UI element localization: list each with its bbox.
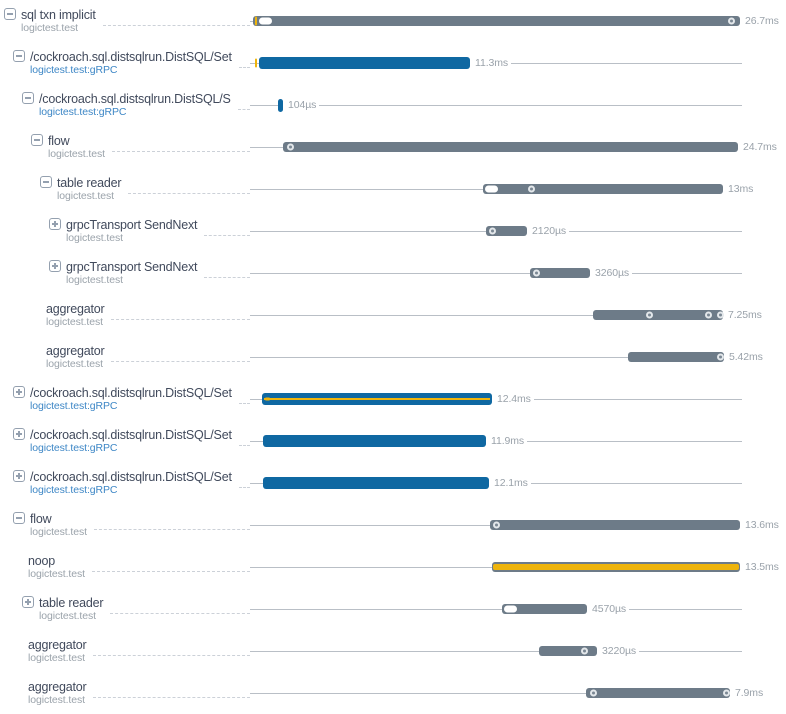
- span-row: [0, 294, 786, 336]
- span-texts: [48, 126, 105, 168]
- span-subtitle: logictest.test:gRPC: [30, 63, 118, 76]
- dashed-leader-line: [110, 613, 250, 614]
- span-row: [0, 84, 786, 126]
- timeline-lead-line: [250, 147, 283, 148]
- span-timeline: [250, 168, 786, 210]
- expand-icon[interactable]: [22, 596, 34, 608]
- event-marker-pill: [504, 606, 517, 613]
- duration-label: 26.7ms: [745, 15, 779, 27]
- span-bar[interactable]: [483, 184, 723, 194]
- duration-label: 7.9ms: [735, 687, 764, 699]
- span-texts: [30, 42, 232, 84]
- span-timeline: [250, 504, 786, 546]
- timeline-lead-line: [250, 315, 593, 316]
- dashed-leader-line: [128, 193, 250, 194]
- event-marker-dot: [533, 270, 540, 277]
- span-title: /cockroach.sql.distsqlrun.DistSQL/S: [39, 91, 231, 106]
- span-label-zone: [0, 336, 250, 378]
- dashed-leader-line: [111, 361, 250, 362]
- span-timeline: [250, 630, 786, 672]
- span-bar[interactable]: [259, 57, 470, 69]
- collapse-icon[interactable]: [4, 8, 16, 20]
- timeline-trail-line: [531, 483, 742, 484]
- span-label-zone: [0, 588, 250, 630]
- collapse-icon[interactable]: [13, 512, 25, 524]
- span-subtitle: logictest.test: [28, 693, 85, 706]
- timeline-trail-line: [511, 63, 742, 64]
- event-marker-sq: [265, 398, 270, 401]
- span-texts: [39, 84, 231, 126]
- timeline-lead-line: [250, 273, 530, 274]
- span-label-zone: [0, 210, 250, 252]
- span-row: [0, 42, 786, 84]
- span-subtitle: logictest.test: [46, 357, 103, 370]
- expand-icon[interactable]: [49, 260, 61, 272]
- span-timeline: [250, 420, 786, 462]
- span-title: flow: [30, 511, 52, 526]
- span-row: [0, 462, 786, 504]
- timeline-trail-line: [534, 399, 742, 400]
- event-marker-dot: [590, 690, 597, 697]
- span-row: [0, 210, 786, 252]
- span-row: [0, 630, 786, 672]
- span-texts: [28, 672, 86, 714]
- span-row: [0, 252, 786, 294]
- span-bar[interactable]: [278, 99, 283, 112]
- span-timeline: [250, 252, 786, 294]
- span-subtitle: logictest.test:gRPC: [30, 441, 118, 454]
- span-row: [0, 672, 786, 714]
- span-subtitle: logictest.test: [48, 147, 105, 160]
- event-marker-dot: [723, 690, 730, 697]
- span-bar[interactable]: [586, 688, 730, 698]
- expand-icon[interactable]: [49, 218, 61, 230]
- span-subtitle: logictest.test: [30, 525, 87, 538]
- event-marker-dot: [717, 354, 724, 361]
- dashed-leader-line: [103, 25, 250, 26]
- span-label-zone: [0, 630, 250, 672]
- dashed-leader-line: [111, 319, 250, 320]
- dashed-leader-line: [239, 487, 250, 488]
- span-row: [0, 336, 786, 378]
- dashed-leader-line: [238, 109, 250, 110]
- span-bar[interactable]: [263, 477, 489, 489]
- dashed-leader-line: [93, 697, 250, 698]
- span-timeline: [250, 0, 786, 42]
- span-subtitle: logictest.test:gRPC: [30, 399, 118, 412]
- span-title: grpcTransport SendNext: [66, 259, 198, 274]
- span-texts: [39, 588, 103, 630]
- span-label-zone: [0, 672, 250, 714]
- duration-label: 24.7ms: [743, 141, 777, 153]
- event-marker-dot: [493, 522, 500, 529]
- span-title: sql txn implicit: [21, 7, 96, 22]
- span-bar[interactable]: [283, 142, 738, 152]
- span-bar[interactable]: [486, 226, 527, 236]
- event-marker-pill: [485, 186, 498, 193]
- span-label-zone: [0, 0, 250, 42]
- timeline-lead-line: [250, 357, 628, 358]
- timeline-trail-line: [527, 441, 742, 442]
- dashed-leader-line: [204, 277, 250, 278]
- duration-label: 11.3ms: [475, 57, 509, 69]
- dashed-leader-line: [239, 445, 250, 446]
- span-texts: [57, 168, 121, 210]
- duration-label: 7.25ms: [728, 309, 762, 321]
- timeline-lead-line: [250, 525, 490, 526]
- span-title: table reader: [39, 595, 104, 610]
- duration-label: 13ms: [728, 183, 754, 195]
- event-marker-tick: [255, 17, 257, 26]
- span-texts: [66, 252, 197, 294]
- timeline-lead-line: [250, 567, 492, 568]
- span-title: grpcTransport SendNext: [66, 217, 198, 232]
- collapse-icon[interactable]: [13, 50, 25, 62]
- span-subtitle: logictest.test: [39, 609, 96, 622]
- timeline-lead-line: [250, 609, 502, 610]
- span-label-zone: [0, 420, 250, 462]
- span-timeline: [250, 126, 786, 168]
- span-title: aggregator: [28, 637, 87, 652]
- span-label-zone: [0, 504, 250, 546]
- timeline-lead-line: [250, 105, 278, 106]
- span-label-zone: [0, 378, 250, 420]
- span-title: /cockroach.sql.distsqlrun.DistSQL/Set: [30, 385, 232, 400]
- timeline-lead-line: [250, 399, 262, 400]
- duration-label: 11.9ms: [491, 435, 525, 447]
- span-timeline: [250, 336, 786, 378]
- span-label-zone: [0, 42, 250, 84]
- dashed-leader-line: [112, 151, 250, 152]
- span-bar[interactable]: [502, 604, 587, 614]
- span-bar[interactable]: [263, 435, 486, 447]
- span-bar[interactable]: [530, 268, 590, 278]
- span-timeline: [250, 42, 786, 84]
- span-bar[interactable]: [593, 310, 723, 320]
- duration-label: 3220µs: [602, 645, 637, 657]
- span-label-zone: [0, 546, 250, 588]
- event-marker-dot: [717, 312, 724, 319]
- span-row: [0, 378, 786, 420]
- duration-label: 104µs: [288, 99, 317, 111]
- span-row: [0, 126, 786, 168]
- span-label-zone: [0, 84, 250, 126]
- timeline-lead-line: [250, 441, 263, 442]
- span-row: [0, 168, 786, 210]
- event-marker-dot: [489, 228, 496, 235]
- duration-label: 12.1ms: [494, 477, 528, 489]
- dashed-leader-line: [92, 571, 250, 572]
- event-marker-dot: [728, 18, 735, 25]
- span-subtitle: logictest.test: [21, 21, 78, 34]
- event-marker-dot: [646, 312, 653, 319]
- event-marker-tick: [255, 59, 257, 68]
- duration-label: 5.42ms: [729, 351, 763, 363]
- span-timeline: [250, 84, 786, 126]
- span-texts: [28, 630, 86, 672]
- span-timeline: [250, 210, 786, 252]
- span-texts: [28, 546, 85, 588]
- dashed-leader-line: [239, 403, 250, 404]
- span-title: aggregator: [28, 679, 87, 694]
- expand-icon[interactable]: [13, 386, 25, 398]
- span-title: flow: [48, 133, 70, 148]
- span-subtitle: logictest.test:gRPC: [39, 105, 127, 118]
- span-subtitle: logictest.test: [57, 189, 114, 202]
- span-subtitle: logictest.test: [46, 315, 103, 328]
- timeline-trail-line: [629, 609, 742, 610]
- event-marker-pill: [259, 18, 272, 25]
- timeline-lead-line: [250, 231, 486, 232]
- duration-label: 4570µs: [592, 603, 627, 615]
- span-timeline: [250, 546, 786, 588]
- child-span-stripe: [493, 564, 739, 570]
- duration-label: 12.4ms: [497, 393, 531, 405]
- duration-label: 13.6ms: [745, 519, 779, 531]
- dashed-leader-line: [93, 655, 250, 656]
- span-texts: [46, 336, 104, 378]
- duration-label: 13.5ms: [745, 561, 779, 573]
- span-bar[interactable]: [490, 520, 740, 530]
- span-title: table reader: [57, 175, 122, 190]
- span-texts: [30, 420, 232, 462]
- span-bar[interactable]: [628, 352, 724, 362]
- span-label-zone: [0, 126, 250, 168]
- span-title: aggregator: [46, 301, 105, 316]
- span-texts: [30, 462, 232, 504]
- timeline-trail-line: [569, 231, 742, 232]
- span-timeline: [250, 588, 786, 630]
- span-label-zone: [0, 168, 250, 210]
- collapse-icon[interactable]: [22, 92, 34, 104]
- timeline-trail-line: [632, 273, 742, 274]
- timeline-trail-line: [639, 651, 742, 652]
- child-span-stripe: [264, 398, 490, 400]
- collapse-icon[interactable]: [40, 176, 52, 188]
- span-subtitle: logictest.test:gRPC: [30, 483, 118, 496]
- span-title: /cockroach.sql.distsqlrun.DistSQL/Set: [30, 427, 232, 442]
- span-timeline: [250, 378, 786, 420]
- event-marker-dot: [581, 648, 588, 655]
- span-row: [0, 588, 786, 630]
- span-title: aggregator: [46, 343, 105, 358]
- span-row: [0, 0, 786, 42]
- collapse-icon[interactable]: [31, 134, 43, 146]
- span-subtitle: logictest.test: [28, 651, 85, 664]
- span-label-zone: [0, 462, 250, 504]
- span-row: [0, 504, 786, 546]
- span-row: [0, 420, 786, 462]
- dashed-leader-line: [94, 529, 250, 530]
- span-subtitle: logictest.test: [28, 567, 85, 580]
- span-title: /cockroach.sql.distsqlrun.DistSQL/Set: [30, 469, 232, 484]
- span-texts: [46, 294, 104, 336]
- span-bar[interactable]: [492, 562, 740, 572]
- expand-icon[interactable]: [13, 470, 25, 482]
- span-timeline: [250, 294, 786, 336]
- span-texts: [30, 378, 232, 420]
- span-subtitle: logictest.test: [66, 273, 123, 286]
- duration-label: 2120µs: [532, 225, 567, 237]
- timeline-lead-line: [250, 651, 539, 652]
- span-subtitle: logictest.test: [66, 231, 123, 244]
- span-row: [0, 546, 786, 588]
- dashed-leader-line: [239, 67, 250, 68]
- span-bar[interactable]: [539, 646, 597, 656]
- span-bar[interactable]: [253, 16, 740, 26]
- timeline-lead-line: [250, 189, 483, 190]
- span-texts: [66, 210, 197, 252]
- event-marker-dot: [287, 144, 294, 151]
- span-timeline: [250, 462, 786, 504]
- timeline-lead-line: [250, 483, 263, 484]
- span-bar[interactable]: [262, 393, 492, 405]
- expand-icon[interactable]: [13, 428, 25, 440]
- span-texts: [30, 504, 87, 546]
- span-label-zone: [0, 294, 250, 336]
- span-timeline: [250, 672, 786, 714]
- span-texts: [21, 0, 96, 42]
- dashed-leader-line: [204, 235, 250, 236]
- span-title: /cockroach.sql.distsqlrun.DistSQL/Set: [30, 49, 232, 64]
- event-marker-dot: [705, 312, 712, 319]
- duration-label: 3260µs: [595, 267, 630, 279]
- span-label-zone: [0, 252, 250, 294]
- timeline-lead-line: [250, 693, 586, 694]
- timeline-trail-line: [319, 105, 742, 106]
- span-title: noop: [28, 553, 56, 568]
- event-marker-dot: [528, 186, 535, 193]
